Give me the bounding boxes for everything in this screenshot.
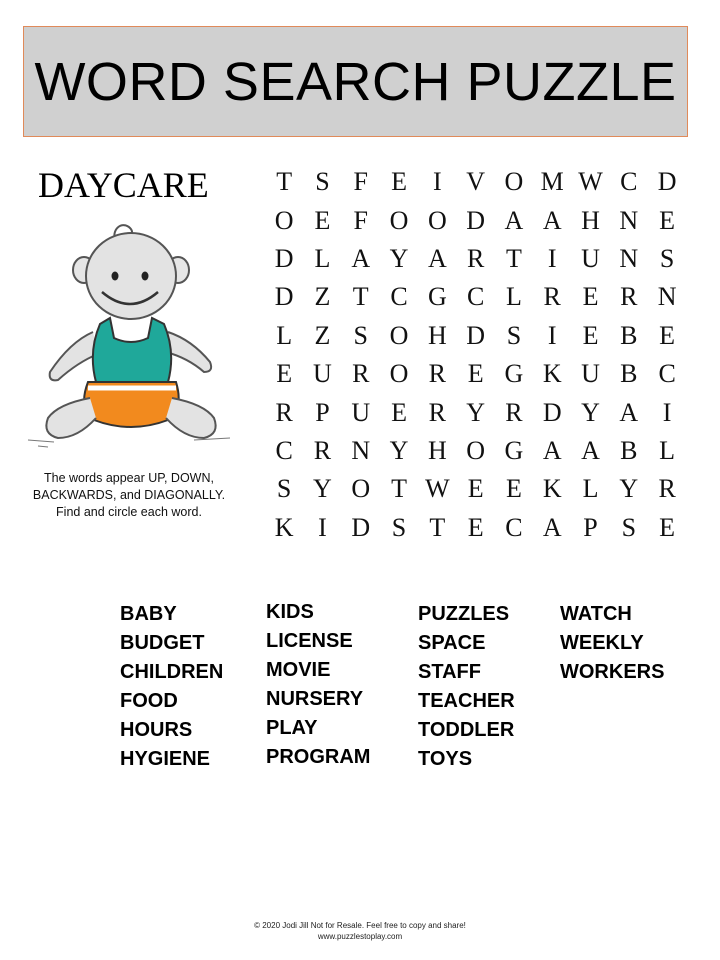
- word-item: TEACHER: [418, 690, 515, 712]
- grid-letter[interactable]: F: [353, 205, 368, 235]
- grid-letter[interactable]: I: [547, 320, 557, 350]
- grid-letter[interactable]: B: [620, 435, 638, 465]
- grid-letter[interactable]: Y: [313, 474, 332, 504]
- grid-letter[interactable]: S: [391, 512, 407, 542]
- grid-letter[interactable]: G: [504, 359, 524, 389]
- grid-letter[interactable]: N: [619, 243, 639, 273]
- grid-letter[interactable]: N: [657, 282, 677, 312]
- grid-letter[interactable]: E: [582, 320, 599, 350]
- grid-letter[interactable]: Y: [619, 474, 639, 504]
- grid-letter[interactable]: A: [504, 205, 524, 235]
- word-item: HOURS: [120, 719, 193, 741]
- website-url: www.puzzlestoplay.com: [317, 932, 403, 941]
- word-item: FOOD: [120, 690, 178, 712]
- grid-letter[interactable]: C: [505, 512, 523, 542]
- grid-letter[interactable]: R: [313, 435, 332, 465]
- grid-letter[interactable]: V: [466, 167, 486, 197]
- grid-letter[interactable]: R: [620, 282, 638, 312]
- word-item: MOVIE: [266, 659, 331, 681]
- grid-letter[interactable]: R: [352, 359, 370, 389]
- grid-letter[interactable]: Y: [466, 397, 486, 427]
- grid-letter[interactable]: I: [433, 167, 442, 197]
- grid-letter[interactable]: Y: [389, 243, 409, 273]
- grid-letter[interactable]: A: [542, 512, 562, 542]
- grid-letter[interactable]: H: [427, 435, 447, 465]
- grid-letter[interactable]: I: [662, 397, 672, 427]
- word-item: KIDS: [266, 601, 314, 623]
- grid-letter[interactable]: A: [351, 243, 371, 273]
- grid-letter[interactable]: H: [427, 320, 447, 350]
- grid-letter[interactable]: O: [427, 205, 447, 235]
- grid-letter[interactable]: S: [506, 320, 522, 350]
- grid-letter[interactable]: C: [620, 167, 638, 197]
- grid-letter[interactable]: L: [659, 435, 676, 465]
- grid-letter[interactable]: E: [314, 205, 331, 235]
- word-item: SPACE: [418, 632, 486, 654]
- grid-letter[interactable]: A: [581, 435, 600, 465]
- grid-letter[interactable]: W: [578, 167, 603, 197]
- grid-letter[interactable]: E: [582, 282, 599, 312]
- grid-letter[interactable]: E: [276, 359, 293, 389]
- grid-letter[interactable]: U: [581, 359, 600, 389]
- word-item: WATCH: [560, 603, 632, 625]
- grid-letter[interactable]: T: [276, 167, 293, 197]
- grid-letter[interactable]: T: [429, 512, 446, 542]
- grid-letter[interactable]: R: [428, 397, 446, 427]
- grid-letter[interactable]: R: [428, 359, 446, 389]
- grid-letter[interactable]: D: [542, 397, 562, 427]
- copyright-text: © 2020 Jodi Jill Not for Resale. Feel free to copy and share!: [254, 921, 466, 930]
- title-banner: [23, 26, 688, 137]
- grid-letter[interactable]: O: [351, 474, 371, 504]
- page-title: WORD SEARCH PUZZLE: [34, 51, 677, 112]
- grid-letter[interactable]: B: [620, 320, 638, 350]
- baby-illustration: [18, 212, 238, 452]
- word-item: PROGRAM: [266, 746, 371, 768]
- grid-letter[interactable]: B: [620, 359, 638, 389]
- grid-letter[interactable]: C: [658, 359, 676, 389]
- word-item: BABY: [120, 603, 177, 625]
- grid-letter[interactable]: T: [391, 474, 407, 504]
- grid-letter[interactable]: D: [351, 512, 371, 542]
- grid-letter[interactable]: U: [351, 397, 371, 427]
- grid-letter[interactable]: S: [659, 243, 675, 273]
- word-item: WEEKLY: [560, 632, 644, 654]
- grid-letter[interactable]: E: [467, 512, 484, 542]
- grid-letter[interactable]: S: [621, 512, 637, 542]
- grid-letter[interactable]: Y: [581, 397, 600, 427]
- grid-letter[interactable]: L: [276, 320, 293, 350]
- grid-letter[interactable]: T: [505, 243, 522, 273]
- grid-letter[interactable]: I: [318, 512, 327, 542]
- grid-letter[interactable]: K: [542, 474, 562, 504]
- grid-letter[interactable]: E: [467, 359, 484, 389]
- grid-letter[interactable]: F: [353, 167, 368, 197]
- word-item: HYGIENE: [120, 748, 211, 770]
- grid-letter[interactable]: E: [467, 474, 484, 504]
- grid-row: [265, 393, 686, 431]
- word-item: BUDGET: [120, 632, 205, 654]
- grid-letter[interactable]: T: [352, 282, 369, 312]
- grid-letter[interactable]: S: [353, 320, 368, 350]
- grid-letter[interactable]: E: [505, 474, 522, 504]
- grid-letter[interactable]: W: [425, 474, 450, 504]
- grid-letter[interactable]: Y: [389, 435, 409, 465]
- grid-letter[interactable]: I: [547, 243, 557, 273]
- grid-row: [265, 317, 686, 355]
- grid-letter[interactable]: S: [315, 167, 330, 197]
- word-list-column-2: [266, 598, 370, 772]
- grid-letter[interactable]: Z: [314, 320, 331, 350]
- grid-letter[interactable]: R: [658, 474, 676, 504]
- theme-heading: DAYCARE: [38, 165, 209, 205]
- grid-letter[interactable]: A: [542, 205, 562, 235]
- grid-letter[interactable]: L: [314, 243, 331, 273]
- grid-letter[interactable]: D: [274, 243, 294, 273]
- grid-letter[interactable]: N: [351, 435, 371, 465]
- word-item: TODDLER: [418, 719, 515, 741]
- grid-letter[interactable]: L: [582, 474, 599, 504]
- word-item: CHILDREN: [120, 661, 224, 683]
- grid-letter[interactable]: K: [542, 359, 562, 389]
- grid-letter[interactable]: R: [466, 243, 485, 273]
- grid-row: [265, 278, 686, 316]
- word-item: LICENSE: [266, 630, 353, 652]
- grid-letter[interactable]: N: [619, 205, 639, 235]
- word-item: WORKERS: [560, 661, 665, 683]
- word-item: NURSERY: [266, 688, 364, 710]
- grid-row: [265, 163, 686, 201]
- grid-letter[interactable]: C: [275, 435, 293, 465]
- word-list-column-3: [418, 600, 515, 774]
- grid-letter[interactable]: R: [505, 397, 523, 427]
- grid-letter[interactable]: E: [391, 397, 407, 427]
- grid-letter[interactable]: E: [659, 205, 676, 235]
- instruction-line: BACKWARDS, and DIAGONALLY.: [32, 488, 226, 502]
- grid-row: [265, 240, 686, 278]
- grid-letter[interactable]: O: [389, 320, 409, 350]
- instruction-line: The words appear UP, DOWN,: [44, 471, 214, 485]
- grid-letter[interactable]: S: [276, 474, 292, 504]
- grid-letter[interactable]: H: [581, 205, 600, 235]
- grid-letter[interactable]: G: [504, 435, 524, 465]
- grid-letter[interactable]: E: [659, 320, 676, 350]
- grid-letter[interactable]: M: [540, 167, 564, 197]
- letter-grid: [265, 163, 686, 547]
- grid-letter[interactable]: A: [427, 243, 447, 273]
- grid-letter[interactable]: C: [466, 282, 485, 312]
- word-item: STAFF: [418, 661, 481, 683]
- grid-letter[interactable]: R: [275, 397, 293, 427]
- grid-letter[interactable]: O: [504, 167, 524, 197]
- grid-letter[interactable]: L: [505, 282, 522, 312]
- grid-letter[interactable]: E: [659, 512, 676, 542]
- grid-letter[interactable]: U: [581, 243, 600, 273]
- grid-row: [265, 355, 686, 393]
- grid-row: [265, 509, 686, 547]
- grid-letter[interactable]: P: [583, 512, 598, 542]
- word-list-column-4: [560, 600, 664, 687]
- grid-letter[interactable]: O: [389, 205, 409, 235]
- grid-letter[interactable]: D: [466, 320, 486, 350]
- word-item: PLAY: [266, 717, 318, 739]
- grid-letter[interactable]: O: [389, 359, 409, 389]
- grid-letter[interactable]: Z: [314, 282, 331, 312]
- instructions: [20, 470, 238, 521]
- word-item: TOYS: [418, 748, 473, 770]
- grid-letter[interactable]: P: [315, 397, 330, 427]
- grid-letter[interactable]: A: [619, 397, 639, 427]
- grid-row: [265, 432, 686, 470]
- grid-letter[interactable]: E: [391, 167, 407, 197]
- grid-letter[interactable]: U: [313, 359, 332, 389]
- grid-letter[interactable]: O: [274, 205, 294, 235]
- word-item: PUZZLES: [418, 603, 510, 625]
- grid-letter[interactable]: O: [466, 435, 486, 465]
- grid-letter[interactable]: A: [542, 435, 562, 465]
- grid-letter[interactable]: R: [543, 282, 561, 312]
- instruction-line: Find and circle each word.: [56, 505, 202, 519]
- grid-letter[interactable]: G: [427, 282, 447, 312]
- grid-letter[interactable]: D: [466, 205, 486, 235]
- grid-letter[interactable]: C: [390, 282, 408, 312]
- grid-letter[interactable]: D: [657, 167, 677, 197]
- grid-letter[interactable]: D: [274, 282, 294, 312]
- copyright-footer: [0, 920, 720, 942]
- grid-row: [265, 201, 686, 239]
- word-list-column-1: [120, 600, 223, 774]
- grid-row: [265, 470, 686, 508]
- grid-letter[interactable]: K: [274, 512, 294, 542]
